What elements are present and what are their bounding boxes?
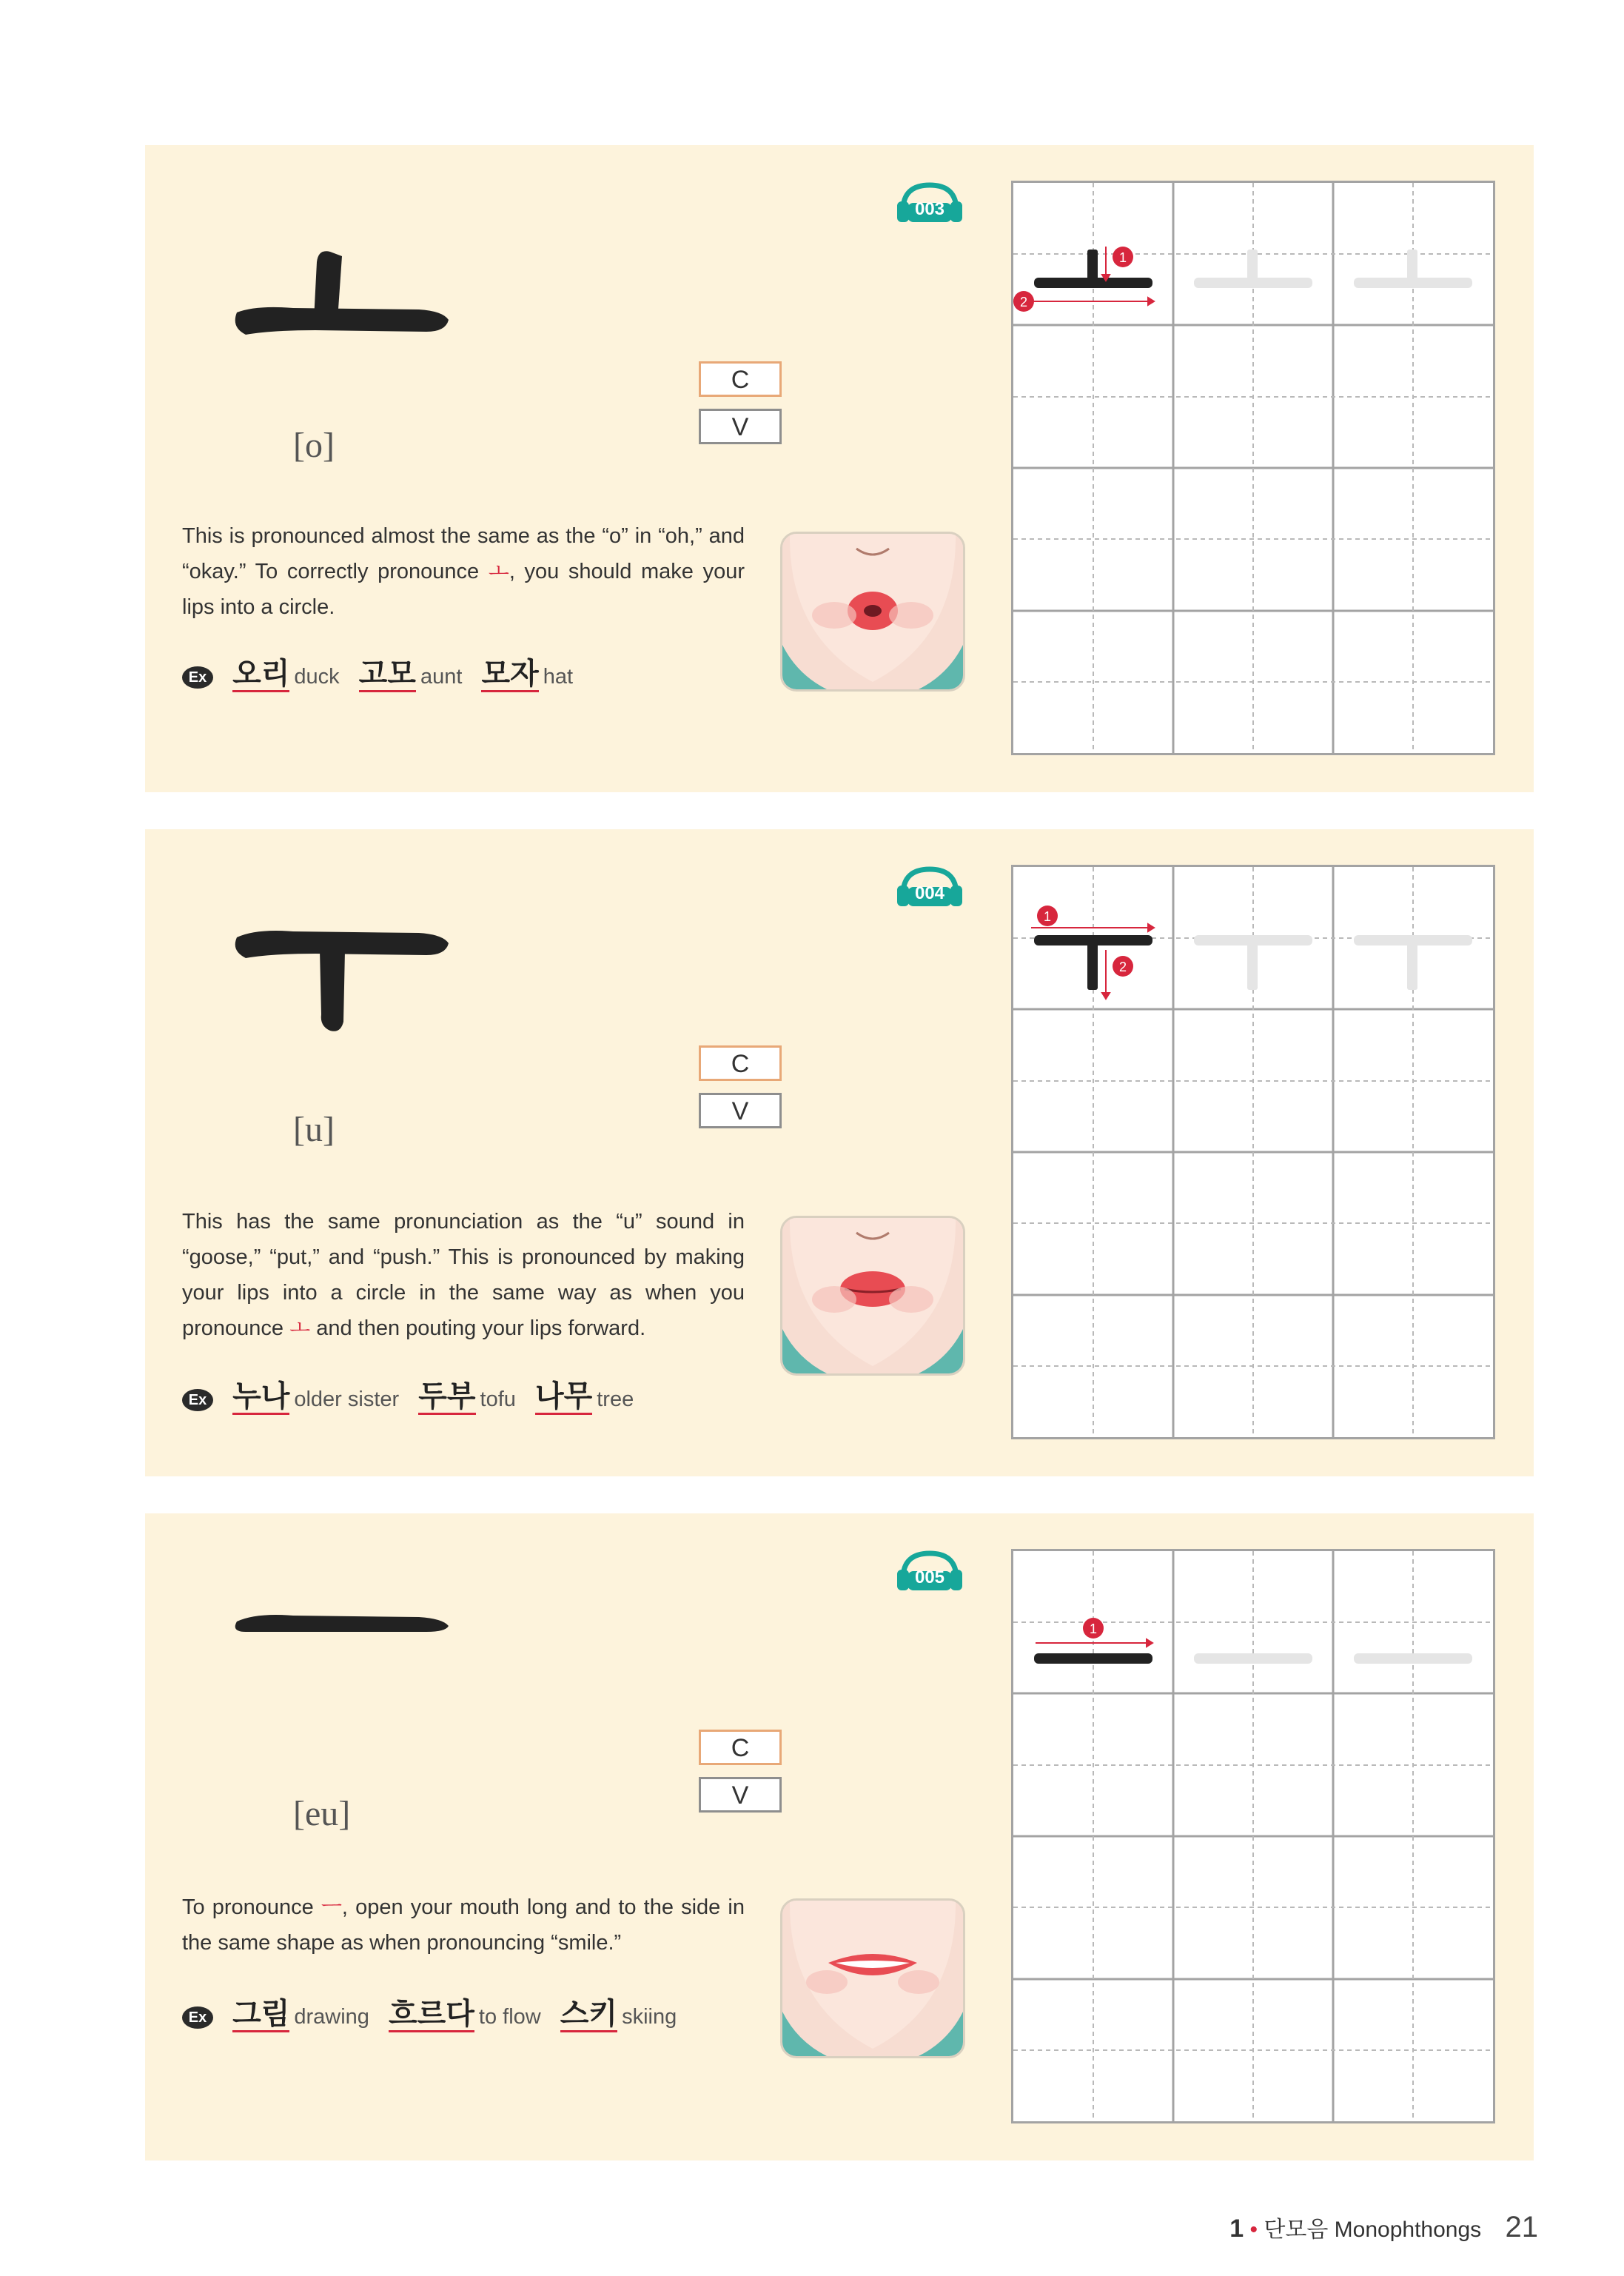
example-korean: 누나 [232,1380,289,1415]
example-english: to flow [478,2005,541,2029]
description: This has the same pronunciation as the “u” sound in “goose,” “put,” and “push.” This is pronounced by making your lips into a circle in the same way as when you pronounce ㅗ and then pouting your lips forward. [182,1210,745,1340]
example-korean: 오리 [232,657,289,692]
example-english: skiing [622,2005,677,2029]
examples-row [182,1373,647,1415]
chapter-number: 1 [1229,2215,1244,2243]
stroke-example [1034,250,1152,288]
examples-row [182,650,586,692]
inline-vowel: ㅗ [289,1316,311,1340]
example-english: tree [597,1388,634,1411]
consonant-box: C [699,1730,782,1765]
example-english: hat [543,665,574,689]
page-footer [1229,2211,1538,2244]
stroke-number: 1 [1118,250,1127,265]
example-korean: 흐르다 [389,1998,474,2032]
example-english: tofu [480,1388,516,1411]
example-korean: 두부 [418,1380,475,1415]
example-korean: 모자 [481,657,538,692]
consonant-box: C [699,1045,782,1081]
example-badge: Ex [182,666,213,689]
romanization: [eu] [293,1794,351,1833]
vowel-box: V [699,409,782,444]
stroke-number: 1 [1089,1621,1098,1636]
track-number: 004 [914,883,945,903]
track-number: 003 [914,199,945,219]
stroke-example [1034,935,1152,990]
stroke-number: 2 [1118,960,1127,974]
description: This is pronounced almost the same as the “o” in “oh,” and “okay.” To correctly pronounce ㅗ, you should make your lips into a circle. [182,524,745,619]
writing-practice-grid[interactable] [1011,181,1495,755]
example-english: duck [294,665,340,689]
vowel-glyph-eu [227,1543,449,1721]
vowel-panel-u [145,829,1534,1476]
example-korean: 나무 [535,1380,592,1415]
example-korean: 그림 [232,1998,289,2032]
example-english: aunt [420,665,463,689]
romanization: [o] [293,426,335,465]
mouth-illustration [780,532,965,692]
vowel-box: V [699,1777,782,1813]
chapter-english-title: Monophthongs [1334,2218,1482,2242]
page-number: 21 [1505,2211,1538,2243]
examples-row [182,1990,690,2032]
description: To pronounce ㅡ, open your mouth long and to the side in the same shape as when pronouncing “smile.” [182,1895,745,1955]
writing-practice-grid[interactable] [1011,1549,1495,2123]
vowel-box: V [699,1093,782,1128]
mouth-illustration [780,1216,965,1376]
example-badge: Ex [182,1389,213,1411]
vowel-glyph-u [227,859,449,1037]
example-korean: 스키 [560,1998,617,2032]
chapter-korean-title: 단모음 [1264,2218,1329,2242]
stroke-number: 1 [1043,909,1052,924]
stroke-number: 2 [1019,295,1028,309]
writing-practice-grid[interactable] [1011,865,1495,1439]
inline-vowel: ㅗ [488,560,509,583]
vowel-panel-eu [145,1513,1534,2160]
mouth-illustration [780,1898,965,2058]
separator: • [1249,2218,1258,2242]
consonant-box: C [699,361,782,397]
example-badge: Ex [182,2006,213,2029]
example-english: older sister [294,1388,400,1411]
track-number: 005 [914,1567,945,1587]
vowel-glyph-o [227,175,449,352]
example-english: drawing [294,2005,369,2029]
example-korean: 고모 [359,657,416,692]
inline-vowel: ㅡ [321,1895,342,1919]
romanization: [u] [293,1110,335,1149]
stroke-example [1034,1653,1152,1664]
vowel-panel-o [145,145,1534,792]
